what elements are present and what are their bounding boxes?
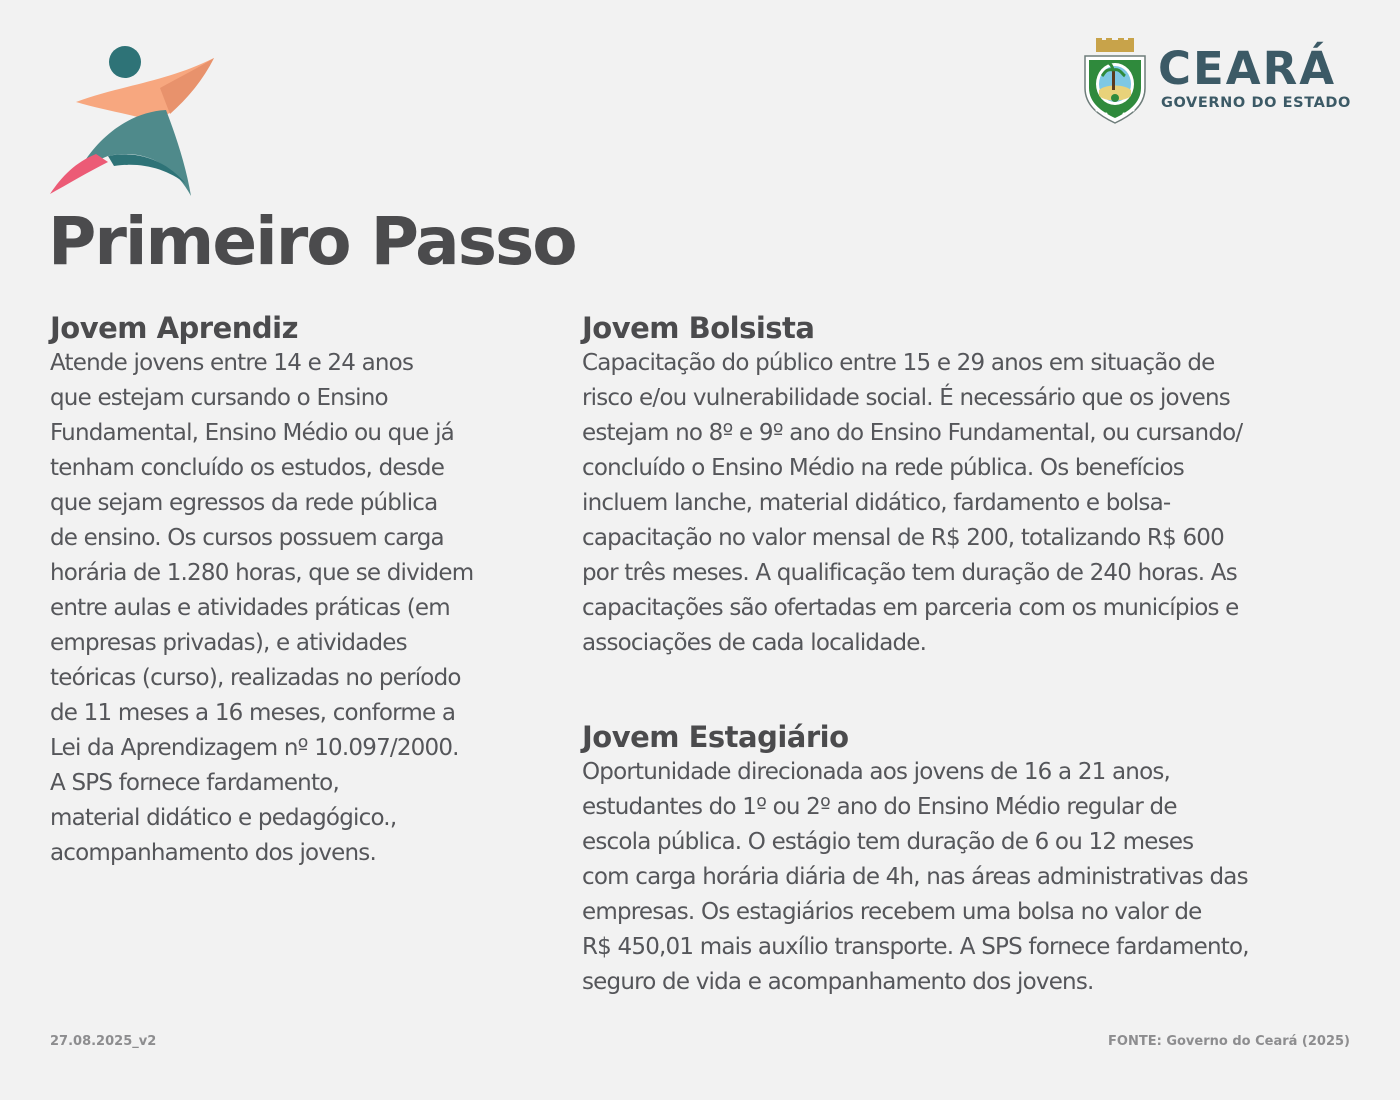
body-line: risco e/ou vulnerabilidade social. É necessário que os jovens — [582, 385, 1230, 411]
section-body — [582, 755, 1357, 1000]
body-line: estejam no 8º e 9º ano do Ensino Fundamental, ou cursando/ — [582, 420, 1243, 446]
body-line: A SPS fornece fardamento, — [50, 770, 339, 796]
body-line: Oportunidade direcionada aos jovens de 16 a 21 anos, — [582, 759, 1171, 785]
body-line: R$ 450,01 mais auxílio transporte. A SPS fornece fardamento, — [582, 934, 1249, 960]
section-body — [582, 346, 1357, 661]
body-line: capacitações são ofertadas em parceria com os municípios e — [582, 595, 1239, 621]
section-body — [50, 346, 550, 871]
source-label: FONTE: Governo do Ceará (2025) — [1108, 1034, 1350, 1049]
body-line: Fundamental, Ensino Médio ou que já — [50, 420, 454, 446]
page-title: Primeiro Passo — [48, 203, 576, 280]
body-line: Atende jovens entre 14 e 24 anos — [50, 350, 414, 376]
body-line: que sejam egressos da rede pública — [50, 490, 438, 516]
body-line: teóricas (curso), realizadas no período — [50, 665, 461, 691]
body-line: concluído o Ensino Médio na rede pública. Os benefícios — [582, 455, 1184, 481]
section-jovem-aprendiz — [50, 310, 550, 871]
body-line: empresas. Os estagiários recebem uma bolsa no valor de — [582, 899, 1202, 925]
body-line: horária de 1.280 horas, que se dividem — [50, 560, 474, 586]
body-line: acompanhamento dos jovens. — [50, 840, 376, 866]
government-brand — [1158, 44, 1351, 112]
body-line: por três meses. A qualificação tem duração de 240 horas. As — [582, 560, 1237, 586]
body-line: associações de cada localidade. — [582, 630, 927, 656]
body-line: que estejam cursando o Ensino — [50, 385, 388, 411]
body-line: Capacitação do público entre 15 e 29 anos em situação de — [582, 350, 1215, 376]
section-title: Jovem Bolsista — [582, 311, 815, 345]
body-line: empresas privadas), e atividades — [50, 630, 407, 656]
body-line: tenham concluído os estudos, desde — [50, 455, 445, 481]
body-line: capacitação no valor mensal de R$ 200, totalizando R$ 600 — [582, 525, 1224, 551]
section-jovem-estagiario — [582, 719, 1357, 1000]
version-label: 27.08.2025_v2 — [50, 1034, 157, 1049]
section-jovem-bolsista — [582, 310, 1357, 661]
running-figure-icon — [48, 44, 218, 199]
body-line: seguro de vida e acompanhamento dos jovens. — [582, 969, 1094, 995]
body-line: estudantes do 1º ou 2º ano do Ensino Médio regular de — [582, 794, 1177, 820]
body-line: Lei da Aprendizagem nº 10.097/2000. — [50, 735, 459, 761]
body-line: incluem lanche, material didático, fardamento e bolsa- — [582, 490, 1171, 516]
body-line: de ensino. Os cursos possuem carga — [50, 525, 444, 551]
section-title: Jovem Aprendiz — [50, 311, 298, 345]
body-line: material didático e pedagógico., — [50, 805, 397, 831]
body-line: escola pública. O estágio tem duração de 6 ou 12 meses — [582, 829, 1194, 855]
state-crest-icon — [1082, 38, 1148, 124]
body-line: com carga horária diária de 4h, nas áreas administrativas das — [582, 864, 1248, 890]
government-subtitle: GOVERNO DO ESTADO — [1161, 95, 1351, 111]
government-name: CEARÁ — [1158, 42, 1337, 95]
body-line: de 11 meses a 16 meses, conforme a — [50, 700, 456, 726]
section-title: Jovem Estagiário — [582, 720, 849, 754]
body-line: entre aulas e atividades práticas (em — [50, 595, 450, 621]
